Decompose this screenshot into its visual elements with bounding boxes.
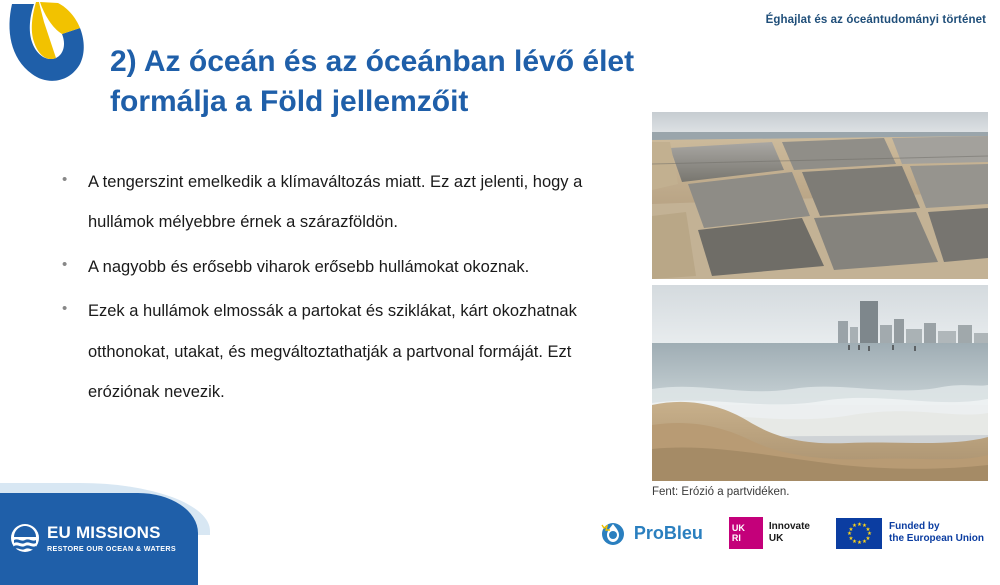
globe-waves-icon-svg bbox=[10, 523, 40, 553]
eu-flag-icon bbox=[836, 518, 882, 549]
page-title bbox=[110, 42, 870, 122]
bullet-list bbox=[62, 162, 622, 417]
list-item-text: A tengerszint emelkedik a klímaváltozás miatt. Ez azt jelenti, hogy a hullámok mélyebbre érnek a szárazföldön. bbox=[88, 173, 583, 232]
eu-funded-line-1: Funded by bbox=[889, 520, 940, 532]
bullet-dot-icon: • bbox=[62, 300, 68, 318]
innovate-uk-wordmark bbox=[769, 521, 810, 545]
eroded-coastal-road-illustration bbox=[652, 112, 988, 279]
eu-flag-star: ★ bbox=[867, 531, 872, 537]
probleu-wordmark: ProBleu bbox=[633, 522, 703, 543]
eu-flag-star: ★ bbox=[848, 526, 854, 533]
ukri-innovate-logo bbox=[729, 517, 810, 549]
eu-flag-star: ★ bbox=[862, 538, 867, 545]
eu-flag-star: ★ bbox=[852, 523, 857, 529]
list-item bbox=[62, 247, 622, 287]
list-item-text: A nagyobb és erősebb viharok erősebb hullámokat okoznak. bbox=[88, 257, 530, 276]
eu-missions-subtitle: RESTORE OUR OCEAN & WATERS bbox=[47, 543, 177, 553]
ocean-mission-logo-mark bbox=[0, 0, 118, 108]
slide-header-label: Éghajlat és az óceántudományi történet bbox=[765, 14, 986, 26]
eu-missions-badge bbox=[0, 497, 196, 563]
badge-content bbox=[10, 523, 176, 553]
eu-funded-logo bbox=[836, 518, 984, 549]
list-item bbox=[62, 291, 622, 412]
eu-flag-star: ★ bbox=[852, 538, 857, 545]
badge-text-block bbox=[47, 524, 176, 552]
probleu-droplet-icon bbox=[598, 518, 628, 548]
bullet-dot-icon: • bbox=[62, 171, 68, 188]
eu-flag-star: ★ bbox=[865, 535, 871, 542]
innovate-line-1: Innovate bbox=[768, 521, 810, 532]
partner-logos bbox=[598, 517, 984, 549]
eu-flag-star: ★ bbox=[848, 535, 854, 542]
eu-missions-title: EU MISSIONS bbox=[47, 522, 161, 542]
eroded-beach-city-illustration bbox=[652, 285, 988, 481]
list-item-text: Ezek a hullámok elmossák a partokat és sziklákat, kárt okozhatnak otthonokat, utakat, és megváltoztathatják a partvonal formáját. Ezt eróziónak nevezik. bbox=[88, 302, 577, 402]
eu-flag-star: ★ bbox=[847, 531, 852, 537]
globe-waves-icon bbox=[10, 523, 40, 553]
bullet-dot-icon: • bbox=[62, 255, 68, 273]
probleu-logo bbox=[598, 518, 703, 548]
eu-funded-text bbox=[889, 521, 984, 546]
page-title-line-1: 2) Az óceán és az óceánban lévő élet bbox=[110, 45, 635, 78]
ukri-badge bbox=[729, 517, 763, 549]
eu-flag-star: ★ bbox=[862, 523, 867, 529]
innovate-line-2: UK bbox=[768, 533, 784, 544]
eroded-beach-city-photo bbox=[652, 285, 988, 481]
eu-flag-star: ★ bbox=[857, 539, 862, 546]
eu-flag-star: ★ bbox=[857, 521, 862, 528]
eu-funded-line-2: the European Union bbox=[889, 533, 984, 544]
logo-mark-svg bbox=[0, 0, 118, 108]
list-item bbox=[62, 162, 622, 243]
image-caption: Fent: Erózió a partvidéken. bbox=[652, 486, 790, 498]
ukri-badge-line-2: RI bbox=[731, 533, 741, 543]
eu-flag-star: ★ bbox=[865, 526, 871, 533]
page-title-line-2: formálja a Föld jellemzőit bbox=[110, 84, 469, 118]
ukri-badge-line-1: UK bbox=[731, 522, 745, 533]
eroded-coastal-road-photo bbox=[652, 112, 988, 279]
